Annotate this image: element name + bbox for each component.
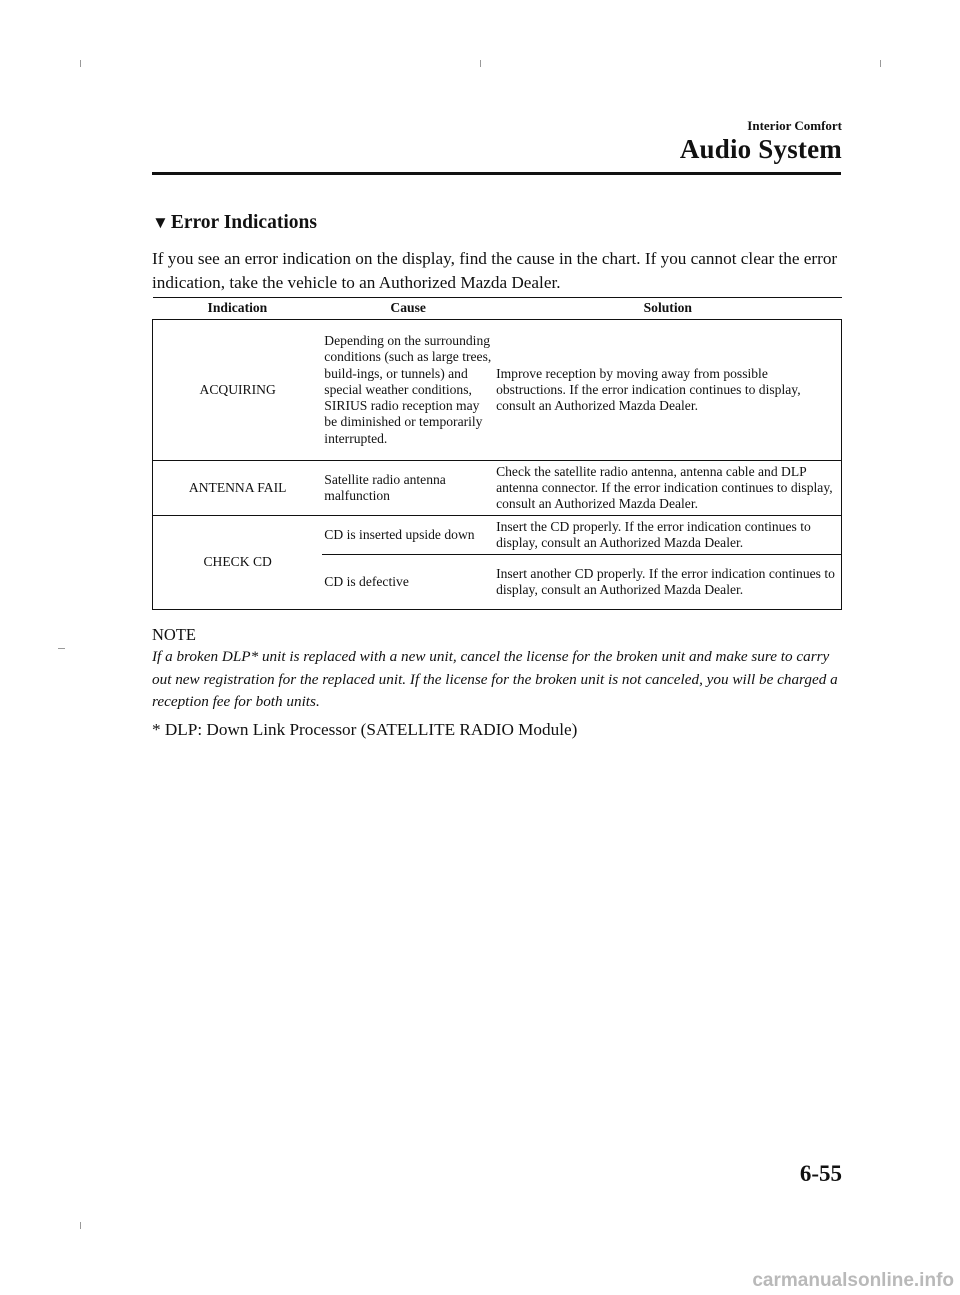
down-triangle-icon: ▼: [152, 213, 169, 232]
header-divider: [152, 172, 841, 175]
indication-cell: ANTENNA FAIL: [153, 461, 323, 516]
solution-cell: Check the satellite radio antenna, antenna cable and DLP antenna connector. If the error indication continues to display, consult an Authorized Mazda Dealer.: [494, 461, 841, 516]
cause-cell: CD is inserted upside down: [322, 516, 494, 555]
header-section-label: Interior Comfort: [747, 118, 842, 133]
table-row: [153, 320, 842, 461]
crop-mark: [80, 1222, 81, 1229]
solution-cell: Insert the CD properly. If the error indication continues to display, consult an Authorized Mazda Dealer.: [494, 516, 841, 555]
section-heading: [152, 212, 317, 234]
table-header-row: [153, 298, 842, 320]
crop-mark: [58, 648, 65, 649]
error-indications-table: [152, 297, 842, 610]
intro-paragraph: If you see an error indication on the display, find the cause in the chart. If you cannot clear the error indication, take the vehicle to an Authorized Mazda Dealer.: [152, 249, 838, 292]
cause-cell: CD is defective: [322, 555, 494, 610]
note-text: If a broken DLP* unit is replaced with a new unit, cancel the license for the broken unit and make sure to carry out new registration for the replaced unit. If the license for the broken unit is not canceled, you will be charged a reception fee for both units.: [152, 648, 838, 710]
column-header: Indication: [153, 298, 323, 320]
solution-cell: Insert another CD properly. If the error indication continues to display, consult an Authorized Mazda Dealer.: [494, 555, 841, 610]
table-row: [153, 461, 842, 516]
section-heading-text: Error Indications: [170, 212, 317, 233]
solution-cell: Improve reception by moving away from possible obstructions. If the error indication continues to display, consult an Authorized Mazda Dealer.: [494, 320, 841, 461]
crop-mark: [880, 60, 881, 67]
crop-mark: [480, 60, 481, 67]
indication-cell: CHECK CD: [153, 516, 323, 610]
cause-cell: Satellite radio antenna malfunction: [322, 461, 494, 516]
table-row: [153, 516, 842, 555]
page-title: Audio System: [679, 134, 842, 164]
column-header: Solution: [494, 298, 841, 320]
page-number: 6-55: [799, 1161, 842, 1186]
cause-cell: Depending on the surrounding conditions (such as large trees, build-ings, or tunnels) and special weather conditions, SIRIUS radio reception may be diminished or temporarily interrupted.: [322, 320, 494, 461]
indication-cell: ACQUIRING: [153, 320, 323, 461]
footnote: * DLP: Down Link Processor (SATELLITE RADIO Module): [152, 720, 578, 739]
note-label: NOTE: [152, 625, 196, 644]
crop-mark: [80, 60, 81, 67]
watermark: carmanualsonline.info: [752, 1270, 954, 1291]
column-header: Cause: [322, 298, 494, 320]
